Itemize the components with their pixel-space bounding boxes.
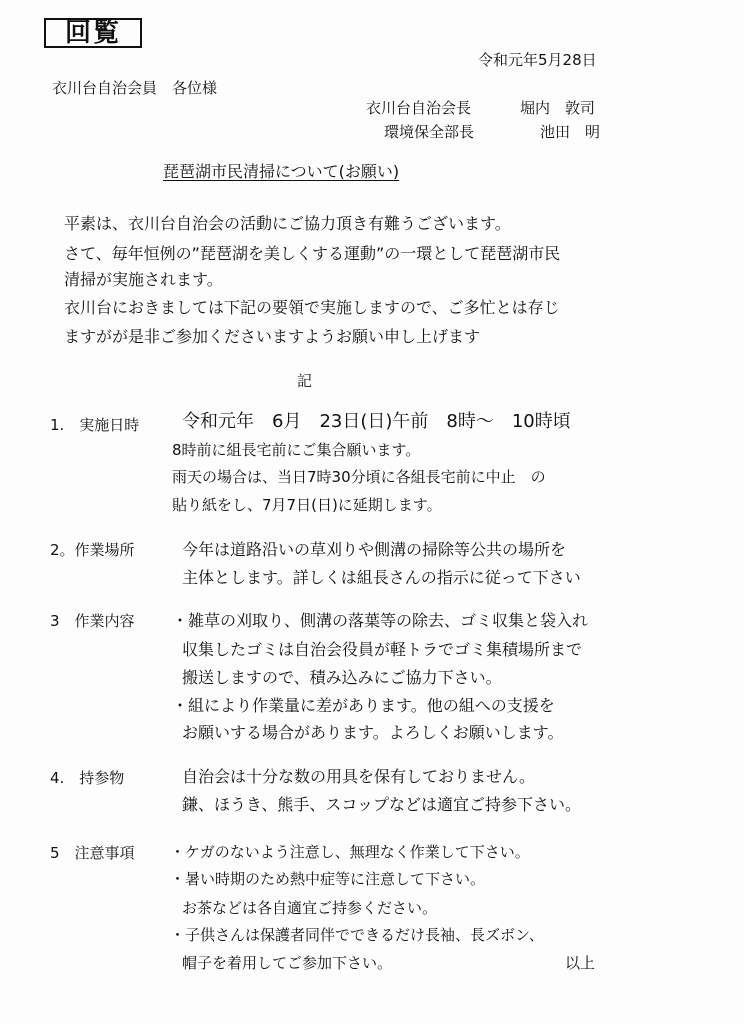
item-3-line: お願いする場合があります。よろしくお願いします。 (182, 723, 564, 742)
item-1-label: 1. 実施日時 (50, 416, 140, 434)
item-1-line: 貼り紙をし、7月7日(日)に延期します。 (172, 496, 442, 514)
document-title: 琵琶湖市民清掃について(お願い) (163, 162, 400, 181)
item-2-line: 主体とします。詳しくは組長さんの指示に従って下さい (182, 568, 581, 587)
ki-heading: 記 (297, 372, 313, 390)
sender-2-name: 池田 明 (540, 123, 601, 141)
item-5-line: お茶などは各自適宜ご持参ください。 (182, 899, 438, 917)
sender-1-name: 堀内 敦司 (520, 99, 596, 117)
item-5-label: 5 注意事項 (50, 844, 135, 862)
item-5-line: ・子供さんは保護者同伴でできるだけ長袖、長ズボン、 (170, 926, 544, 944)
item-2-line: 今年は道路沿いの草刈りや側溝の掃除等公共の場所を (182, 540, 567, 559)
item-4-label: 4. 持参物 (50, 769, 125, 787)
item-4-line: 鎌、ほうき、熊手、スコップなどは適宜ご持参下さい。 (182, 795, 582, 814)
item-3-line: 収集したゴミは自治会役員が軽トラでゴミ集積場所まで (182, 640, 583, 659)
kairan-stamp: 回覧 (44, 18, 142, 48)
body-line: ますがが是非ご参加くださいますようお願い申し上げます (64, 327, 481, 346)
item-4-line: 自治会は十分な数の用具を保有しておりません。 (182, 767, 535, 786)
item-1-line: 令和元年 6月 23日(日)午前 8時～ 10時頃 (182, 411, 571, 432)
closing-ijou: 以上 (565, 954, 596, 972)
item-1-line: 8時前に組長宅前にご集合願います。 (172, 441, 421, 459)
body-line: さて、毎年恒例の”琵琶湖を美しくする運動”の一環として琵琶湖市民 (64, 244, 561, 263)
item-3-line: ・雑草の刈取り、側溝の落葉等の除去、ゴミ収集と袋入れ (172, 611, 589, 630)
item-3-line: 搬送しますので、積み込みにご協力下さい。 (182, 668, 502, 687)
item-5-line: 帽子を着用してご参加下さい。 (182, 954, 393, 972)
item-5-line: ・暑い時期のため熱中症等に注意して下さい。 (170, 870, 486, 888)
addressee: 衣川台自治会員 各位様 (52, 79, 218, 97)
date: 令和元年5月28日 (478, 51, 597, 69)
sender-1-role: 衣川台自治会長 (366, 99, 472, 117)
body-line: 清掃が実施されます。 (64, 270, 223, 289)
item-3-line: ・組により作業量に差があります。他の組への支援を (172, 696, 555, 715)
item-1-line: 雨天の場合は、当日7時30分頃に各組長宅前に中止 の (172, 468, 546, 486)
item-2-label: 2。作業場所 (50, 541, 135, 559)
body-line: 平素は、衣川台自治会の活動にご協力頂き有難うございます。 (64, 214, 511, 233)
body-line: 衣川台におきましては下記の要領で実施しますので、ご多忙とは存じ (64, 298, 560, 317)
item-3-label: 3 作業内容 (50, 612, 135, 630)
item-5-line: ・ケガのないよう注意し、無理なく作業して下さい。 (170, 843, 530, 861)
sender-2-role: 環境保全部長 (384, 123, 475, 141)
